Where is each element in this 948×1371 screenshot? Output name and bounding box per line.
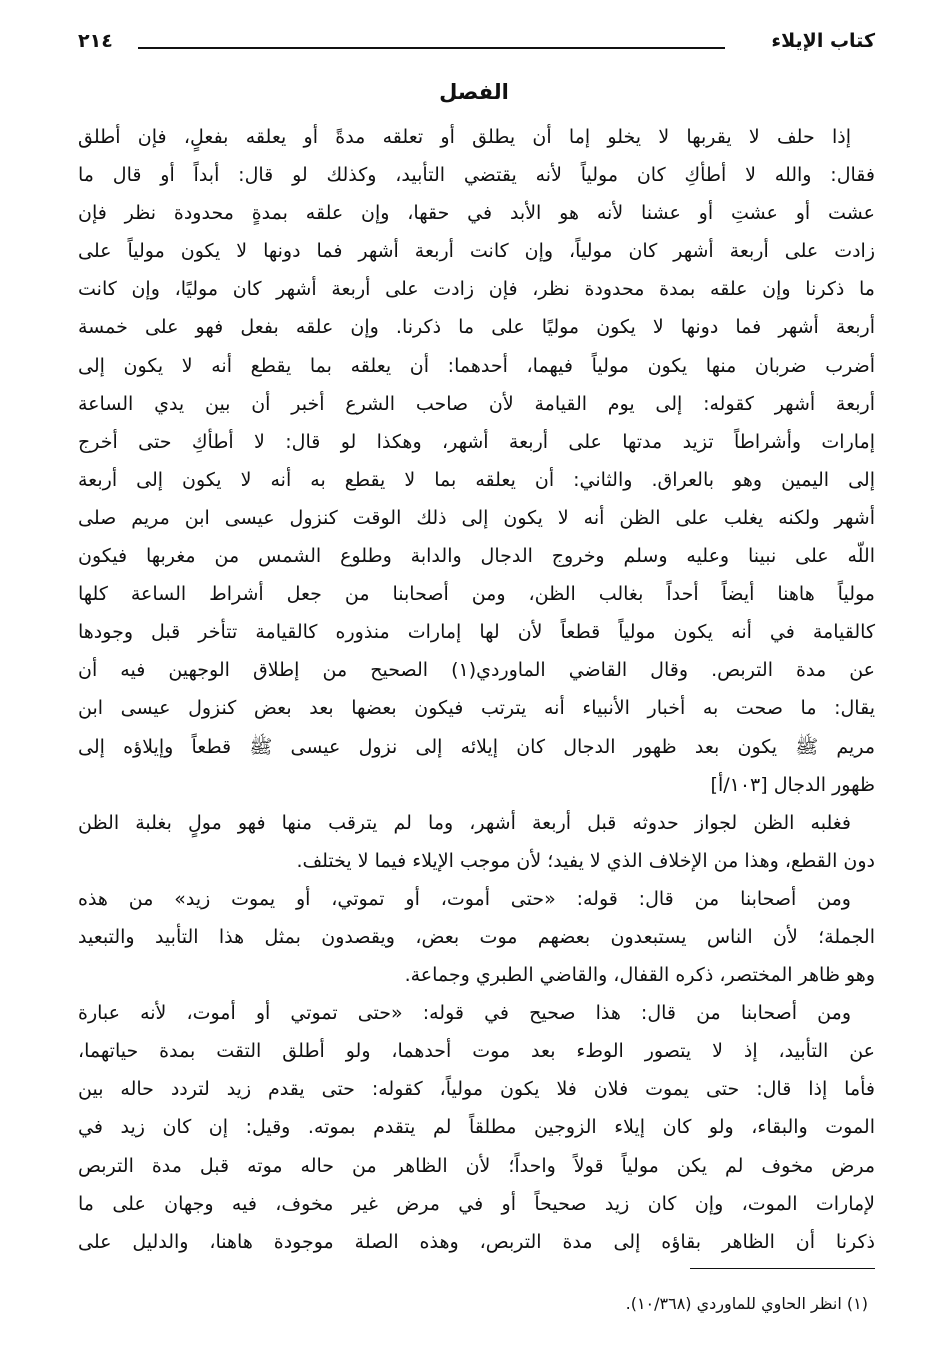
text-line: وهو ظاهر المختصر، ذكره القفال، والقاضي الطبري وجماعة. (404, 964, 875, 987)
text-line: عن التأبيد، إذ لا يتصور الوطء بعد موت أحدهما، ولو أطلق التقت بمدة حياتهما، (78, 1040, 875, 1063)
running-title: كتاب الإيلاء (771, 30, 875, 52)
text-line: فأما إذا قال: حتى يموت فلان فلا يكون مولياً، كقوله: حتى يقدم زيد لتردد حاله بين (78, 1078, 875, 1101)
text-line: أربعة أشهر فما دونها لا يكون موليًا على ما ذكرنا. وإن علقه بفعل فهو على خمسة (78, 316, 875, 339)
text-line: أربعة أشهر كقوله: إلى يوم القيامة لأن صاحب الشرع أخبر أن بين يدي الساعة (78, 392, 875, 415)
text-line: زادت على أربعة أشهر كان مولياً، وإن كانت أربعة أشهر فما دونها لا يكون مولياً على (78, 240, 875, 263)
footnote: (١) انظر الحاوي للماوردي (١٠/٣٦٨). (625, 1294, 868, 1313)
footnote-rule (690, 1268, 875, 1269)
text-line: لإمارات الموت، وإن كان زيد صحيحاً أو في مرض غير مخوف، فيه وجهان على ما (78, 1192, 875, 1215)
text-line: اللّه على نبينا وعليه وسلم وخروج الدجال والدابة وطلوع الشمس من مغربها فيكون (78, 545, 875, 568)
text-line: فقال: والله لا أطأكِ كان مولياً لأنه يقتضي التأبيد، وكذلك لو قال: أبداً أو قال ما (78, 164, 875, 187)
text-line: فغلبه الظن لجواز حدوثه قبل أربعة أشهر، وما لم يترقب منها فهو مولٍ بغلبة الظن (78, 811, 851, 834)
text-line: مولياً هاهنا أيضاً أحداً بغالب الظن، ومن أصحابنا من جعل أشراط الساعة كلها (78, 583, 875, 606)
text-line: أشهر ولكنه يغلب على الظن أنه لا يكون إلى ذلك الوقت كنزول عيسى ابن مريم صلى (78, 506, 875, 529)
text-line: مريم ﷺ يكون بعد ظهور الدجال كان إيلائه إلى نزول عيسى ﷺ قطعاً وإيلاؤه إلى (78, 735, 875, 758)
text-line: الموت والبقاء، ولو كان إيلاء الزوجين مطلقاً لم يتقدم بموته. وقيل: إن كان زيد في (78, 1116, 875, 1139)
page-header (78, 30, 875, 60)
text-line: دون القطع، وهذا من الإخلاف الذي لا يفيد؛ لأن موجب الإيلاء فيما لا يختلف. (296, 849, 875, 872)
text-line: ومن أصحابنا من قال: هذا صحيح في قوله: «حتى تموتي أو أموت، لأنه عبارة (78, 1002, 851, 1025)
body-text (78, 118, 875, 1261)
text-line: عن مدة التربص. وقال القاضي الماوردي(١) الصحيح من إطلاق الوجهين فيه أن (78, 659, 875, 682)
page-number: ٢١٤ (78, 30, 113, 52)
section-title: الفصل (439, 80, 509, 104)
text-line: ما ذكرنا وإن علقه بمدة محدودة نظر، فإن زادت على أربعة أشهر كان موليًا، وإن كانت (78, 278, 875, 301)
text-line: ذكرنا أن الظاهر بقاؤه إلى مدة التربص، وهذه الصلة موجودة هاهنا، والدليل على (78, 1230, 875, 1253)
text-line: إذا حلف لا يقربها لا يخلو إما أن يطلق أو تعلقه مدةً أو يعلقه بفعلٍ، فإن أطلق (78, 126, 851, 148)
text-line: إلى اليمين وهو بالعراق. والثاني: أن يعلقه بما لا يقطع به أنه لا يكون إلى أربعة (78, 468, 875, 491)
text-line: يقال: ما صحت به أخبار الأنبياء أنه يترتب فيكون بعضها بعد بعض كنزول عيسى ابن (78, 697, 875, 720)
text-line: ظهور الدجال [١٠٣/أ] (710, 773, 875, 796)
text-line: مرض مخوف لم يكن مولياً قولاً واحداً؛ لأن الظاهر من حاله موته قبل مدة التربص (78, 1154, 875, 1177)
text-line: كالقيامة في أنه يكون مولياً قطعاً لأن لها إمارات منذوره كالقيامة تتأخر قبل وجودها (78, 621, 875, 644)
text-line: أضرب ضربان منها يكون مولياً فيهما، أحدهما: أن يعلقه بما يقطع أنه لا يكون إلى (78, 354, 875, 377)
text-line: عشت أو عشتِ أو عشنا لأنه هو الأبد في حقها، وإن علقه بمدةٍ محدودة نظر فإن (78, 202, 875, 225)
text-line: ومن أصحابنا من قال: قوله: «حتى أموت، أو تموتي، أو يموت زيد» من هذه (78, 887, 851, 910)
text-line: الجملة؛ لأن الناس يستبعدون بعضهم موت بعض، ويقصدون بمثل هذا التأبيد والتبعيد (78, 925, 875, 948)
header-rule (138, 47, 725, 49)
text-line: إمارات وأشراطاً تزيد مدتها على أربعة أشهر، وهكذا لو قال: لا أطأكِ حتى أخرج (78, 430, 875, 453)
